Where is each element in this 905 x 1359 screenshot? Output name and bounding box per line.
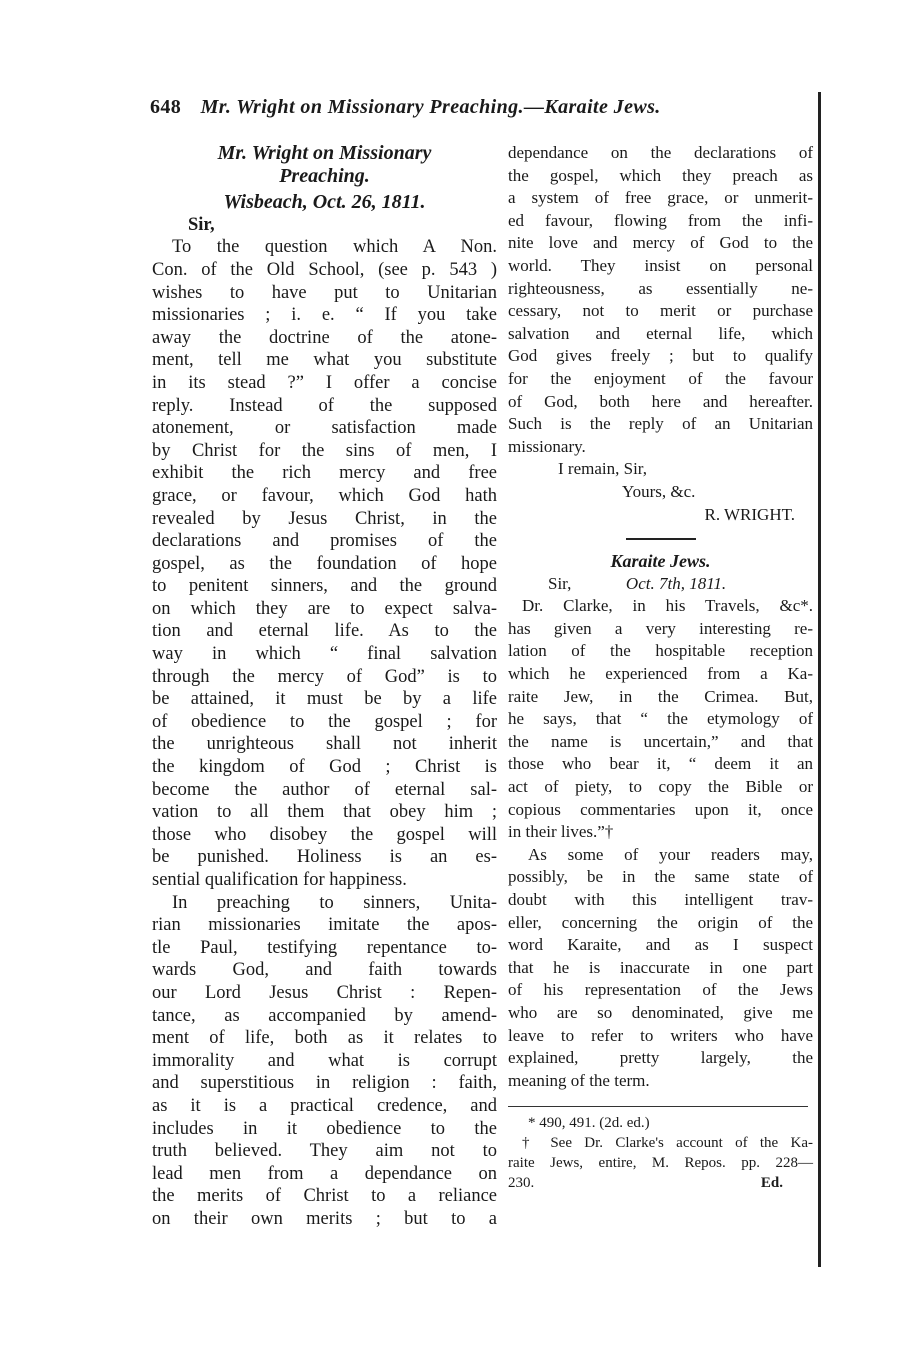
text-line: tance, as accompanied by amend- [152, 1005, 497, 1026]
footnote-2-line-1: † See Dr. Clarke's account of the Ka- [522, 1135, 813, 1152]
text-line: dependance on the declarations of [508, 143, 813, 162]
text-line: the merits of Christ to a reliance [152, 1186, 497, 1207]
text-line: which he experienced from a Ka- [508, 664, 813, 684]
article-2-title: Karaite Jews. [610, 551, 711, 572]
text-line: Dr. Clarke, in his Travels, &c*. [522, 596, 813, 616]
text-line: he says, that “ the etymology of [508, 709, 813, 729]
text-line: leave to refer to writers who have [508, 1025, 813, 1045]
text-line: wishes to have put to Unitarian [152, 282, 497, 303]
footnote-editor-mark: Ed. [760, 1175, 783, 1192]
section-divider [626, 538, 696, 540]
text-line: of God, both here and hereafter. [508, 391, 813, 411]
text-line: gospel, as the foundation of hope [152, 553, 497, 574]
text-line: act of piety, to copy the Bible or [508, 777, 813, 797]
footnote-2-line-3: 230. [508, 1175, 535, 1192]
closing-line-2: Yours, &c. [622, 481, 696, 501]
text-line: through the mercy of God” is to [152, 666, 497, 687]
text-line: grace, or favour, which God hath [152, 485, 497, 506]
text-line: in its stead ?” I offer a concise [152, 372, 497, 393]
text-line: includes in it obedience to the [152, 1118, 497, 1139]
text-line: and superstitious in religion : faith, [152, 1073, 497, 1094]
paragraph-continued [508, 142, 813, 458]
footnotes [508, 1113, 813, 1193]
text-line: ment of life, both as it relates to [152, 1028, 497, 1049]
footnote-2-end-row [508, 1173, 813, 1193]
text-line: ment, tell me what you substitute [152, 350, 497, 371]
paragraph-2 [152, 892, 497, 1231]
running-head [150, 96, 820, 119]
text-line: raite Jew, in the Crimea. But, [508, 686, 813, 706]
dateline: Wisbeach, Oct. 26, 1811. [223, 191, 426, 214]
text-line: exhibit the rich mercy and free [152, 463, 497, 484]
page-edge-rule [818, 92, 821, 1267]
text-line: world. They insist on personal [508, 255, 813, 275]
text-line: tion and eternal life. As to the [152, 621, 497, 642]
text-line: on which they are to expect salva- [152, 598, 497, 619]
text-line: be attained, it must be by a life [152, 689, 497, 710]
text-line: tle Paul, testifying repentance to- [152, 937, 497, 958]
text-line: meaning of the term. [508, 1070, 650, 1090]
text-line: explained, pretty largely, the [508, 1048, 813, 1068]
text-line: rian missionaries imitate the apos- [152, 915, 497, 936]
text-line: sential qualification for happiness. [152, 870, 407, 890]
text-line: a system of free grace, or unmerit- [508, 188, 813, 208]
text-line: Con. of the Old School, (see p. 543 ) [152, 259, 497, 280]
text-line: lead men from a dependance on [152, 1163, 497, 1184]
text-line: missionary. [508, 436, 586, 456]
text-line: In preaching to sinners, Unita- [172, 892, 497, 913]
text-line: who are so denominated, give me [508, 1002, 813, 1022]
text-line: the gospel, which they preach as [508, 165, 813, 185]
text-line: for the enjoyment of the favour [508, 368, 813, 388]
left-column [152, 142, 497, 1231]
text-line: Such is the reply of an Unitarian [508, 414, 813, 434]
text-line: way in which “ final salvation [152, 644, 497, 665]
text-line: those who disobey the gospel will [152, 824, 497, 845]
text-line: of his representation of the Jews [508, 980, 813, 1000]
text-line: as it is a practical credence, and [152, 1095, 497, 1116]
text-line: copious commentaries upon it, once [508, 799, 813, 819]
closing-line: I remain, Sir, [558, 459, 648, 479]
paragraph-3 [508, 595, 813, 844]
text-line: by Christ for the sins of men, I [152, 440, 497, 461]
text-line: the unrighteous shall not inherit [152, 734, 497, 755]
text-line: has given a very interesting re- [508, 618, 813, 638]
text-line: our Lord Jesus Christ : Repen- [152, 982, 497, 1003]
right-column [508, 142, 813, 1193]
text-line: To the question which A Non. [172, 237, 497, 258]
paragraph-4 [508, 844, 813, 1093]
salutation: Sir, [188, 214, 215, 235]
date-2: Oct. 7th, 1811. [625, 573, 727, 593]
text-line: revealed by Jesus Christ, in the [152, 508, 497, 529]
text-line: of obedience to the gospel ; for [152, 711, 497, 732]
text-line: on their own merits ; but to a [152, 1208, 497, 1229]
text-line: vation to all them that obey him ; [152, 802, 497, 823]
text-line: to penitent sinners, and the ground [152, 576, 497, 597]
paragraph-1 [152, 236, 497, 891]
text-line: As some of your readers may, [528, 844, 813, 864]
text-line: doubt with this intelligent trav- [508, 890, 813, 909]
signature: R. WRIGHT. [704, 504, 795, 524]
text-line: ed favour, flowing from the infi- [508, 210, 813, 230]
text-line: that he is inaccurate in one part [508, 957, 813, 977]
text-line: the kingdom of God ; Christ is [152, 757, 497, 778]
text-line: missionaries ; i. e. “ If you take [152, 305, 497, 326]
text-line: salvation and eternal life, which [508, 323, 813, 343]
text-line: righteousness, as essentially ne- [508, 278, 813, 298]
text-line: become the author of eternal sal- [152, 779, 497, 800]
page-number: 648 [150, 96, 182, 118]
article-title-line-1: Mr. Wright on Missionary [217, 142, 432, 164]
running-head-title: Mr. Wright on Missionary Preaching.—Karaite Jews. [200, 96, 661, 118]
footnote-1: * 490, 491. (2d. ed.) [528, 1115, 650, 1132]
text-line: lation of the hospitable reception [508, 641, 813, 661]
text-line: the name is uncertain,” and that [508, 731, 813, 751]
text-line: in their lives.”† [508, 822, 614, 842]
text-line: possibly, be in the same state of [508, 867, 813, 887]
article-title-line-2: Preaching. [279, 164, 370, 187]
text-line: God gives freely ; but to qualify [508, 346, 813, 366]
text-line: those who bear it, “ deem it an [508, 754, 813, 774]
text-line: nite love and mercy of God to the [508, 233, 813, 253]
text-line: word Karaite, and as I suspect [508, 935, 813, 955]
footnote-rule [508, 1106, 808, 1107]
salutation-2-row [508, 573, 813, 596]
text-line: immorality and what is corrupt [152, 1050, 497, 1071]
salutation-2: Sir, [548, 573, 572, 593]
text-line: eller, concerning the origin of the [508, 912, 813, 932]
text-line: be punished. Holiness is an es- [152, 847, 497, 868]
text-line: wards God, and faith towards [152, 960, 497, 981]
text-line: declarations and promises of the [152, 531, 497, 552]
text-line: away the doctrine of the atone- [152, 327, 497, 348]
text-line: cessary, not to merit or purchase [508, 301, 813, 321]
text-line: truth believed. They aim not to [152, 1141, 497, 1162]
text-line: reply. Instead of the supposed [152, 395, 497, 416]
text-line: atonement, or satisfaction made [152, 418, 497, 439]
footnote-2-line-2: raite Jews, entire, M. Repos. pp. 228— [508, 1155, 813, 1172]
